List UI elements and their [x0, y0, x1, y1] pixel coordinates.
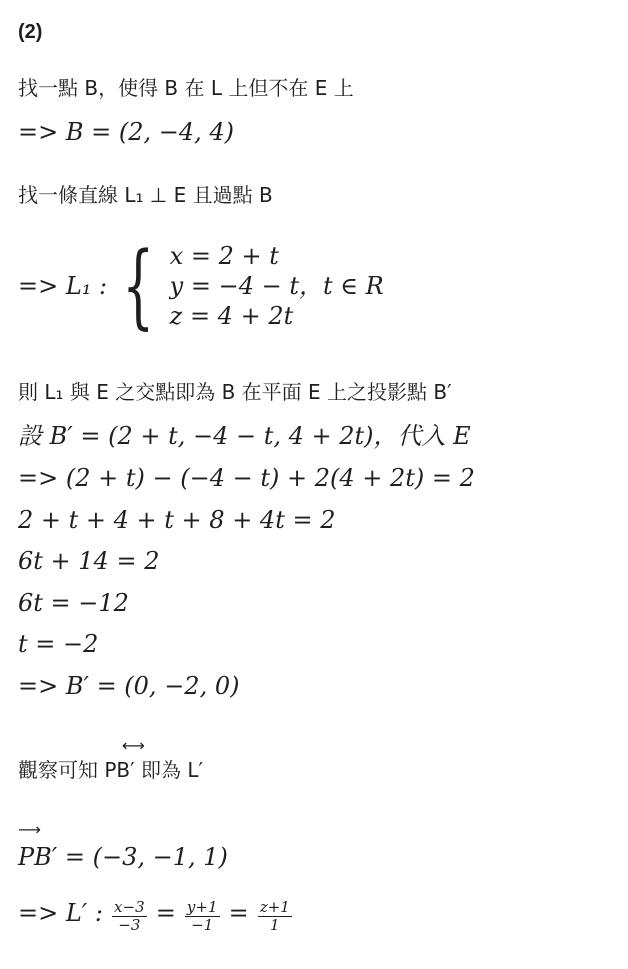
vector-arrow-icon: ⟶ [18, 820, 41, 839]
fraction-z: $\frac{z+1}{1}$ [259, 898, 290, 934]
observe-text: 觀察可知 PB′ 即為 L′ [18, 758, 204, 782]
substitute-eq: => (2 + t) − (−4 − t) + 2(4 + 2t) = 2 [18, 464, 475, 492]
part-label: (2) [18, 21, 43, 43]
param-prefix: => L₁ : [18, 272, 108, 300]
point-b-equation: => B = (2, −4, 4) [18, 118, 235, 146]
final-prefix: => L′ : [18, 899, 103, 927]
equals-sign: = [228, 899, 249, 927]
param-x: x = 2 + t [169, 242, 279, 270]
expand-eq: 2 + t + 4 + t + 8 + 4t = 2 [18, 506, 336, 534]
b-prime-result: => B′ = (0, −2, 0) [18, 672, 240, 700]
simplify-eq: 6t + 14 = 2 [18, 547, 160, 575]
find-point-text: 找一點 B，使得 B 在 L 上但不在 E 上 [18, 76, 354, 100]
line-arrow-icon: ⟷ [122, 736, 145, 755]
equals-sign: = [155, 899, 176, 927]
intersect-note: 則 L₁ 與 E 之交點即為 B 在平面 E 上之投影點 B′ [18, 380, 452, 404]
set-b-prime: 設 B′ = (2 + t, −4 − t, 4 + 2t)，代入 E [18, 422, 471, 450]
left-brace: { [122, 232, 155, 339]
param-y: y = −4 − t，t ∈ R [169, 272, 384, 300]
fraction-x: $\frac{x-3}{-3}$ [114, 898, 145, 934]
param-z: z = 4 + 2t [169, 302, 294, 330]
find-line-text: 找一條直線 L₁ ⊥ E 且過點 B [18, 183, 273, 207]
isolate-eq: 6t = −12 [18, 589, 129, 617]
parametric-system [18, 232, 384, 339]
solve-t: t = −2 [18, 630, 99, 658]
fraction-y: $\frac{y+1}{-1}$ [186, 898, 218, 934]
vector-eq: PB′ = (−3, −1, 1) [18, 843, 228, 871]
final-line [18, 900, 296, 933]
